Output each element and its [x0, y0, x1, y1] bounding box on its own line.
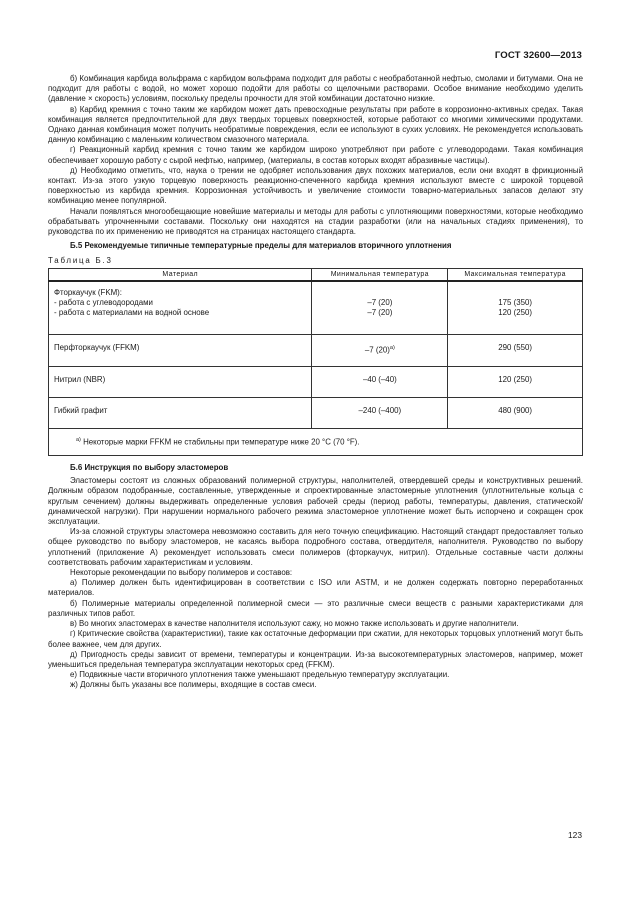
table-footnote [49, 428, 583, 455]
table-row [49, 334, 583, 366]
material-cell: Перфторкаучук (FFKM) [49, 334, 312, 366]
max-temp-cell: 290 (550) [448, 334, 583, 366]
paragraph: Из-за сложной структуры эластомера невозможно составить для него точную спецификацию. Настоящий стандарт предоставляет только общее руководство по выбору эластомеров, не касаясь выбора подробного состава, отвердителя, наполнителя. Руководство по выбору уплотнений (приложение А) рекомендует использовать смеси полимеров (фторкаучук, нитрил). Отдельные составные части должны соответствовать рабочим характеристикам и условиям. [48, 527, 583, 567]
footnote-ref: а) [389, 344, 395, 351]
min-temp-cell: –40 (–40) [312, 366, 448, 397]
paragraph: Некоторые рекомендации по выбору полимеров и составов: [70, 568, 293, 578]
material-line: - работа с материалами на водной основе [54, 308, 210, 318]
footnote-mark: а) [76, 436, 81, 443]
paragraph-v: в) Карбид кремния с точно таким же карбидом может дать превосходные результаты при работе в коррозионно-активных средах. Такая комбинация является предпочтительной для двух твердых торцевых поверхностей, которые работают со многими химическими продуктами. Однако данная комбинация может получить необратимые повреждения, если ее используют в сухих условиях. Не рекомендуется использовать данную комбинацию с маленьким количеством смазочного материала. [48, 104, 583, 145]
table-row [49, 397, 583, 428]
list-item: е) Подвижные части вторичного уплотнения также уменьшают предельную температуру эксплуатации. [70, 670, 450, 680]
material-line: - работа с углеводородами [54, 297, 153, 307]
table-row [49, 366, 583, 397]
min-temp-value: –7 (20) [367, 297, 393, 307]
footnote-text: Некоторые марки FFKM не стабильны при температуре ниже 20 °С (70 °F). [83, 437, 360, 447]
list-item: а) Полимер должен быть идентифицирован в соответствии с ISO или ASTM, и не должен содержать повторно переработанных материалов. [48, 578, 583, 598]
table-header-row [49, 268, 583, 281]
max-temp-cell [448, 281, 583, 335]
paragraph-d: д) Необходимо отметить, что, наука о трении не одобряет использования двух похожих материалов, если они входят в фрикционный контакт. Из-за этого узкую торцевую поверхность реакционно-спеченного карбида кремния используют вместе с широкой торцевой поверхностью из карбида кремния. Коррозионная устойчивость и увеличение стоимости товарно-материальных запасов делают эту комбинацию менее популярной. [48, 165, 583, 206]
max-temp-value: 175 (350) [498, 297, 532, 307]
paragraph: Эластомеры состоят из сложных образований полимерной структуры, наполнителей, отвердевшей среды и конструктивных решений. Должным образом подобранные, составленные, утвержденные и спроектированные эластомерные уплотнения (уплотнительные кольца с круглым сечением) должны выдерживать определенные условия рабочей среды (период работы, температуры, давления, статической/динамической нагрузки). При нарушении нормального рабочего режима эластомерное уплотнение может быть испорчено и сокращен срок эксплуатации. [48, 476, 583, 527]
section-b6-heading: Б.6 Инструкция по выбору эластомеров [70, 462, 229, 472]
min-temp-cell: –240 (–400) [312, 397, 448, 428]
table-footnote-row [49, 428, 583, 455]
paragraph-b: б) Комбинация карбида вольфрама с карбидом вольфрама подходит для работы с необработанной нефтью, смолами и битумами. Она не подходит для работы с водой, но может хорошо подойти для работы со щелочными растворами. Особое внимание необходимо уделить (давление × скорость) условиям, поскольку пределы прочности для этой комбинации достаточно низкие. [48, 74, 583, 104]
table-caption: Таблица Б.3 [48, 255, 113, 265]
list-item: ж) Должны быть указаны все полимеры, входящие в состав смеси. [70, 680, 317, 690]
paragraph-new-materials: Начали появляться многообещающие новейшие материалы и методы для работы с уплотняющими поверхностями, которые необходимо обрабатывать упрочненными составами. Поскольку они находятся на стадии разработки (или на начальных стадиях применения), то руководства по их применению не приводятся на страницах настоящего стандарта. [48, 206, 583, 237]
material-cell: Нитрил (NBR) [49, 366, 312, 397]
table-row [49, 281, 583, 335]
column-header-material: Материал [49, 268, 312, 281]
paragraph-g: г) Реакционный карбид кремния с точно таким же карбидом широко употребляют при работе с углеводородами. Такая комбинация обеспечивает хорошую работу с сырой нефтью, например, (материалы, в состав которых входят абразивные частицы). [48, 145, 583, 165]
min-temp-cell [312, 281, 448, 335]
list-item: в) Во многих эластомерах в качестве наполнителя используют сажу, но можно также использовать и другие наполнители. [70, 619, 519, 629]
page-content [48, 74, 583, 691]
min-temp-cell [312, 334, 448, 366]
section-b5-heading: Б.5 Рекомендуемые типичные температурные пределы для материалов вторичного уплотнения [70, 241, 452, 251]
material-cell [49, 281, 312, 335]
min-temp-value: –7 (20) [364, 345, 390, 355]
standard-header: ГОСТ 32600—2013 [494, 50, 582, 61]
min-temp-value: –7 (20) [367, 308, 393, 318]
list-item: г) Критические свойства (характеристики), такие как остаточные деформации при сжатии, для некоторых торцовых уплотнений могут быть более важнее, чем для других. [48, 629, 583, 649]
max-temp-cell: 120 (250) [448, 366, 583, 397]
column-header-min: Минимальная температура [312, 268, 448, 281]
column-header-max: Максимальная температура [448, 268, 583, 281]
temperature-table [48, 268, 583, 456]
material-line: Фторкаучук (FKM): [54, 287, 122, 297]
list-item: д) Пригодность среды зависит от времени, температуры и концентрации. Из-за высокотемпературных эластомеров, например, может уменьшиться предельная температура эксплуатации некоторых сред (FFKM). [48, 649, 583, 669]
max-temp-value: 120 (250) [498, 308, 532, 318]
material-cell: Гибкий графит [49, 397, 312, 428]
max-temp-cell: 480 (900) [448, 397, 583, 428]
page-number: 123 [568, 830, 582, 840]
list-item: б) Полимерные материалы определенной полимерной смеси — это различные смеси веществ с разными характеристиками для различных типов работ. [48, 598, 583, 618]
